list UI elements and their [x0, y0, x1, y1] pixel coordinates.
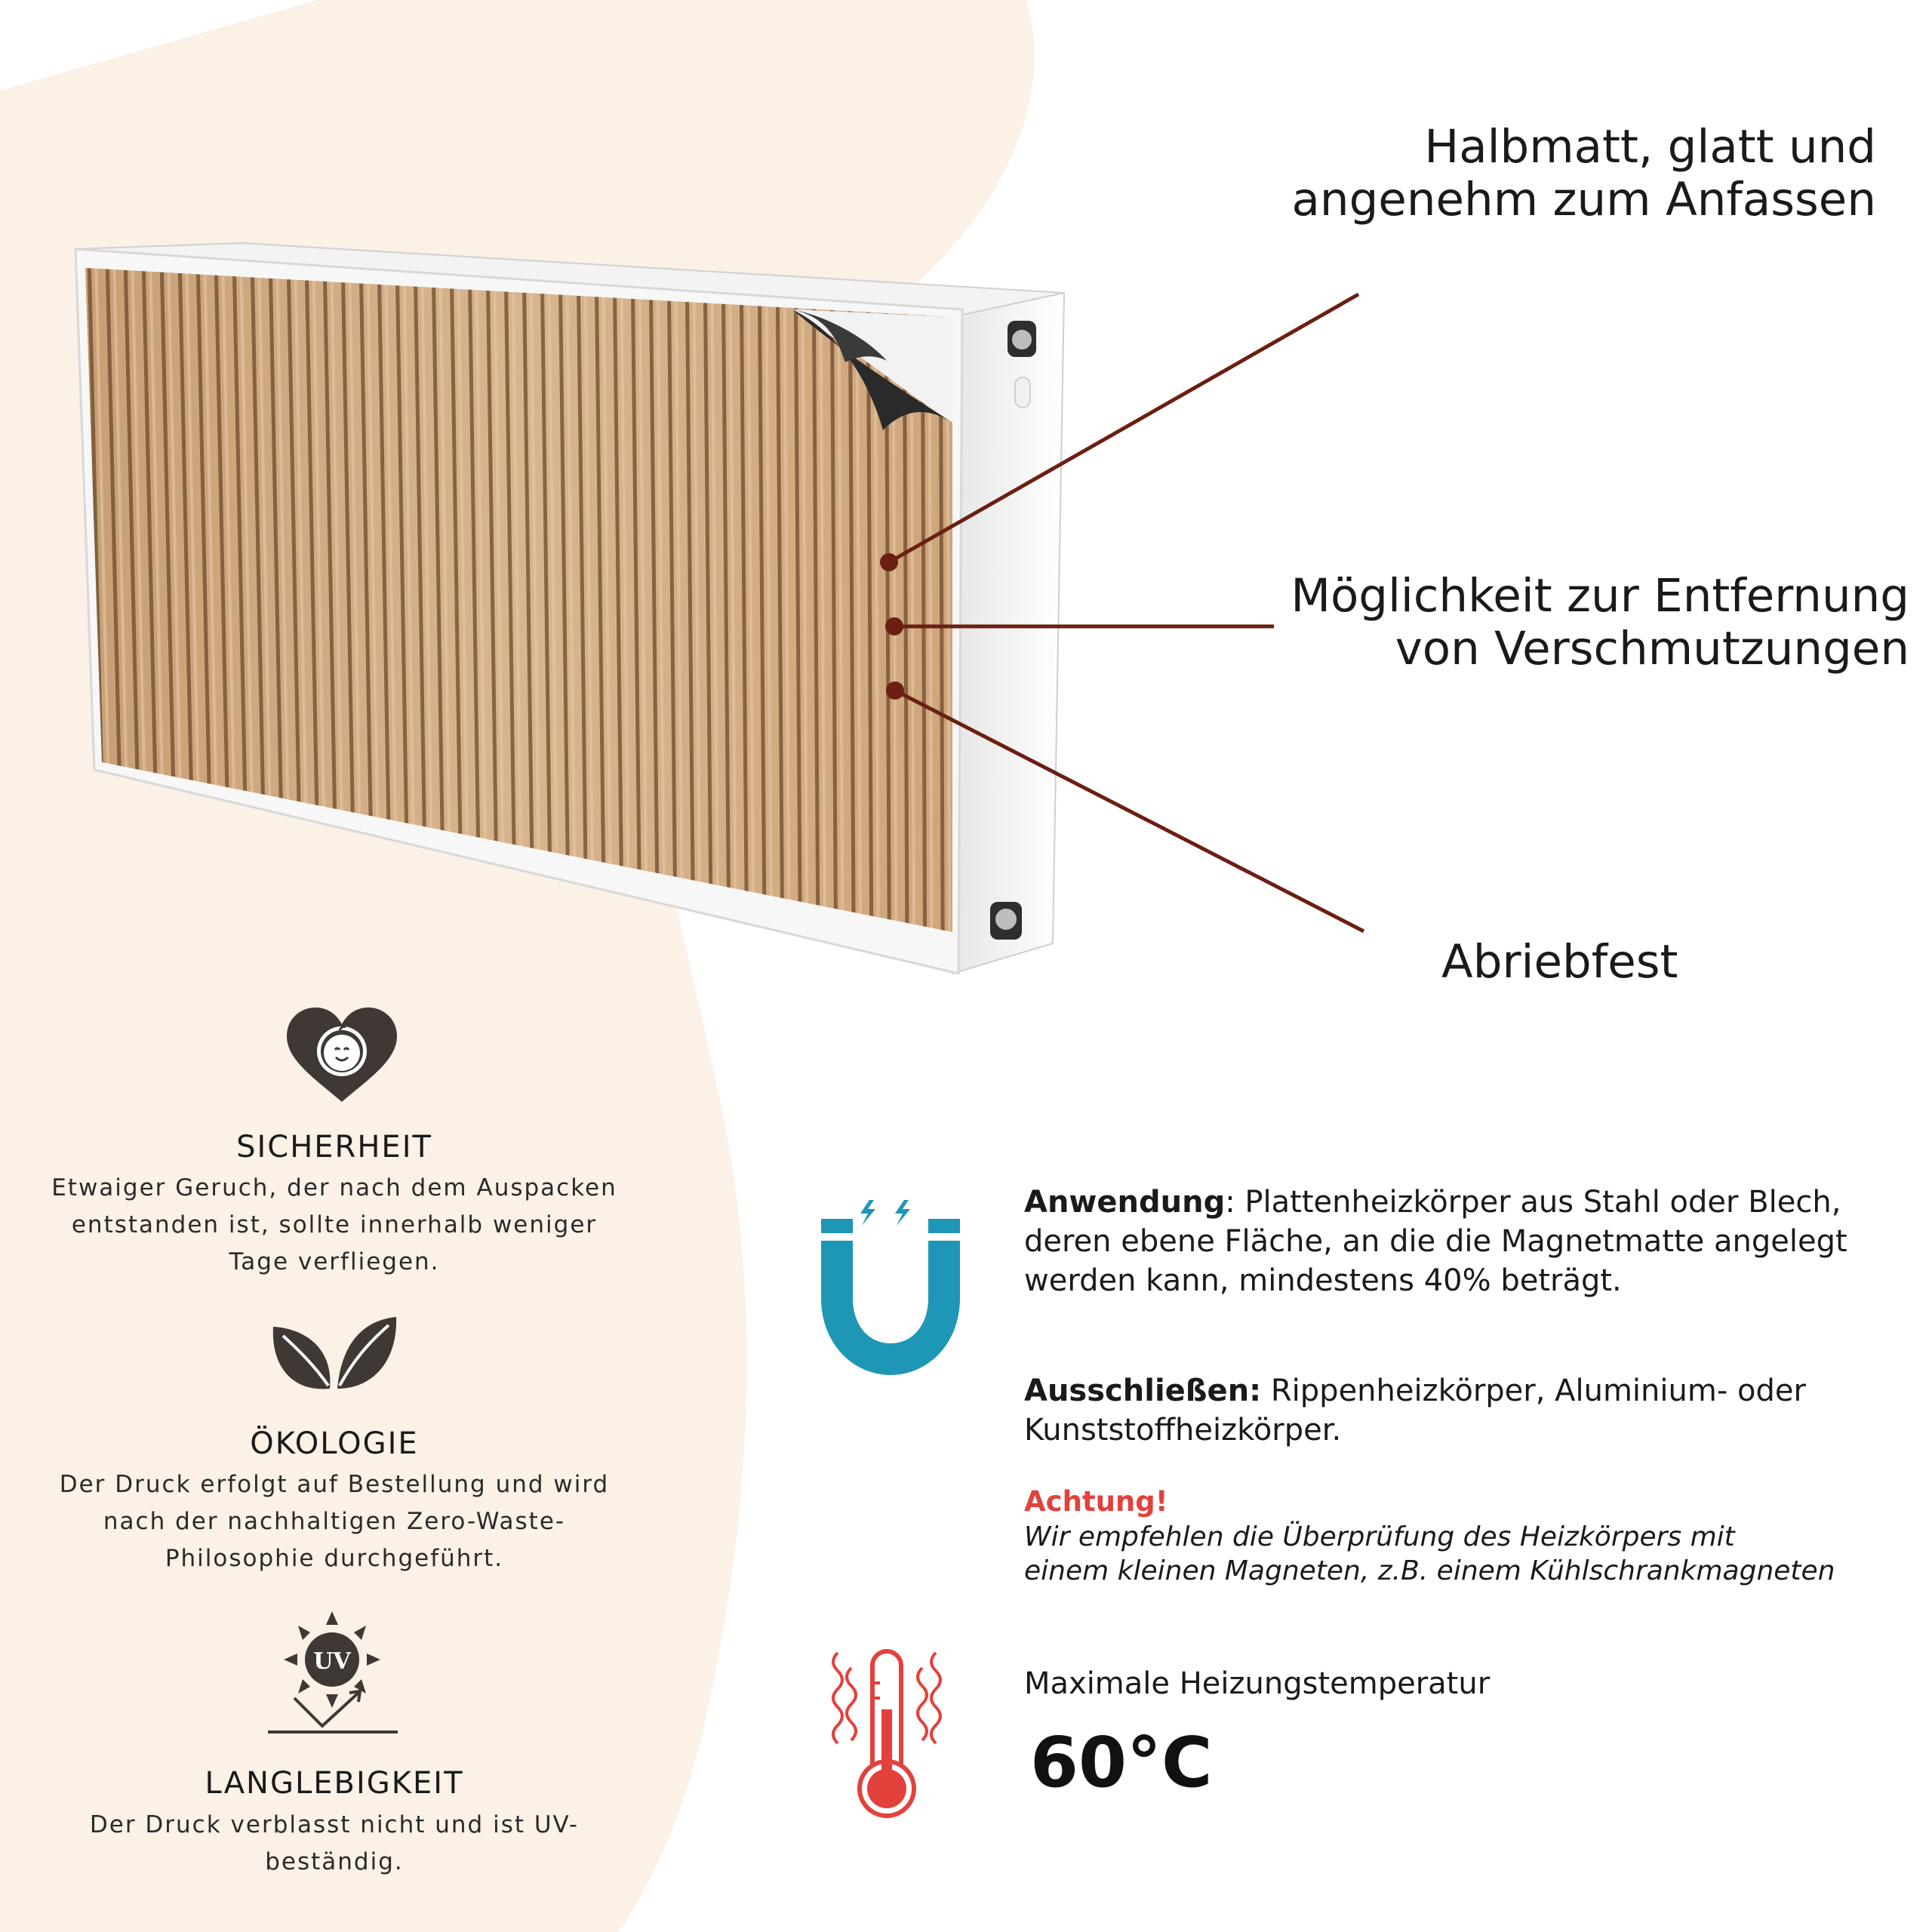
feature-desc-line: entstanden ist, sollte innerhalb weniger	[71, 1211, 598, 1238]
callout-top	[1197, 121, 1876, 226]
feature-desc-line: Philosophie durchgeführt.	[165, 1545, 504, 1572]
callout-middle	[1230, 570, 1909, 675]
warning-line: Wir empfehlen die Überprüfung des Heizkörpers mit	[1024, 1521, 1735, 1552]
temperature-value: 60°C	[1030, 1722, 1213, 1803]
warning-line: einem kleinen Magneten, z.B. einem Kühlschrankmagneten	[1024, 1555, 1835, 1586]
warning-text	[1024, 1520, 1835, 1588]
feature-desc-ecology	[48, 1466, 621, 1577]
magnet-icon	[815, 1200, 966, 1389]
uv-badge-text: UV	[313, 1648, 351, 1675]
feature-desc-durability	[48, 1807, 621, 1881]
application-line: : Plattenheizkörper aus Stahl oder Blech,	[1225, 1185, 1841, 1220]
feature-title-durability: LANGLEBIGKEIT	[205, 1766, 464, 1801]
callout-dot-top	[880, 553, 898, 571]
baby-heart-icon	[285, 1008, 398, 1106]
feature-title-safety: SICHERHEIT	[236, 1130, 432, 1164]
feature-desc-line: nach der nachhaltigen Zero-Waste-	[103, 1508, 566, 1535]
feature-desc-line: Der Druck verblasst nicht und ist UV-	[89, 1811, 580, 1838]
callout-top-line-2: angenehm zum Anfassen	[1291, 173, 1876, 226]
callout-dot-middle	[885, 617, 903, 635]
feature-desc-line: Etwaiger Geruch, der nach dem Auspacken	[51, 1174, 617, 1201]
leaves-icon	[269, 1313, 398, 1396]
thermometer-icon	[823, 1638, 951, 1826]
feature-desc-line: Der Druck erfolgt auf Bestellung und wird	[59, 1471, 610, 1498]
warning-title: Achtung!	[1024, 1485, 1168, 1518]
exclude-line: Rippenheizkörper, Aluminium- oder	[1261, 1374, 1806, 1408]
application-line: werden kann, mindestens 40% beträgt.	[1024, 1263, 1622, 1298]
exclude-info	[1024, 1371, 1806, 1450]
uv-sun-icon	[260, 1611, 404, 1740]
application-line: deren ebene Fläche, an die die Magnetmatte angelegt	[1024, 1224, 1847, 1259]
exclude-line: Kunststoffheizkörper.	[1024, 1413, 1342, 1447]
callout-middle-line-1: Möglichkeit zur Entfernung	[1291, 569, 1909, 623]
application-label: Anwendung	[1024, 1185, 1226, 1220]
callout-bottom: Abriebfest	[1441, 935, 1678, 989]
callout-top-line-1: Halbmatt, glatt und	[1424, 120, 1876, 174]
feature-desc-safety	[48, 1170, 621, 1281]
exclude-label: Ausschließen:	[1024, 1374, 1262, 1408]
feature-title-ecology: ÖKOLOGIE	[250, 1426, 419, 1461]
callout-dot-bottom	[886, 681, 904, 700]
feature-desc-line: Tage verfliegen.	[229, 1248, 440, 1275]
callout-middle-line-2: von Verschmutzungen	[1395, 622, 1909, 675]
temperature-label: Maximale Heizungstemperatur	[1024, 1666, 1491, 1701]
feature-desc-line: beständig.	[265, 1848, 404, 1875]
application-info	[1024, 1183, 1847, 1300]
